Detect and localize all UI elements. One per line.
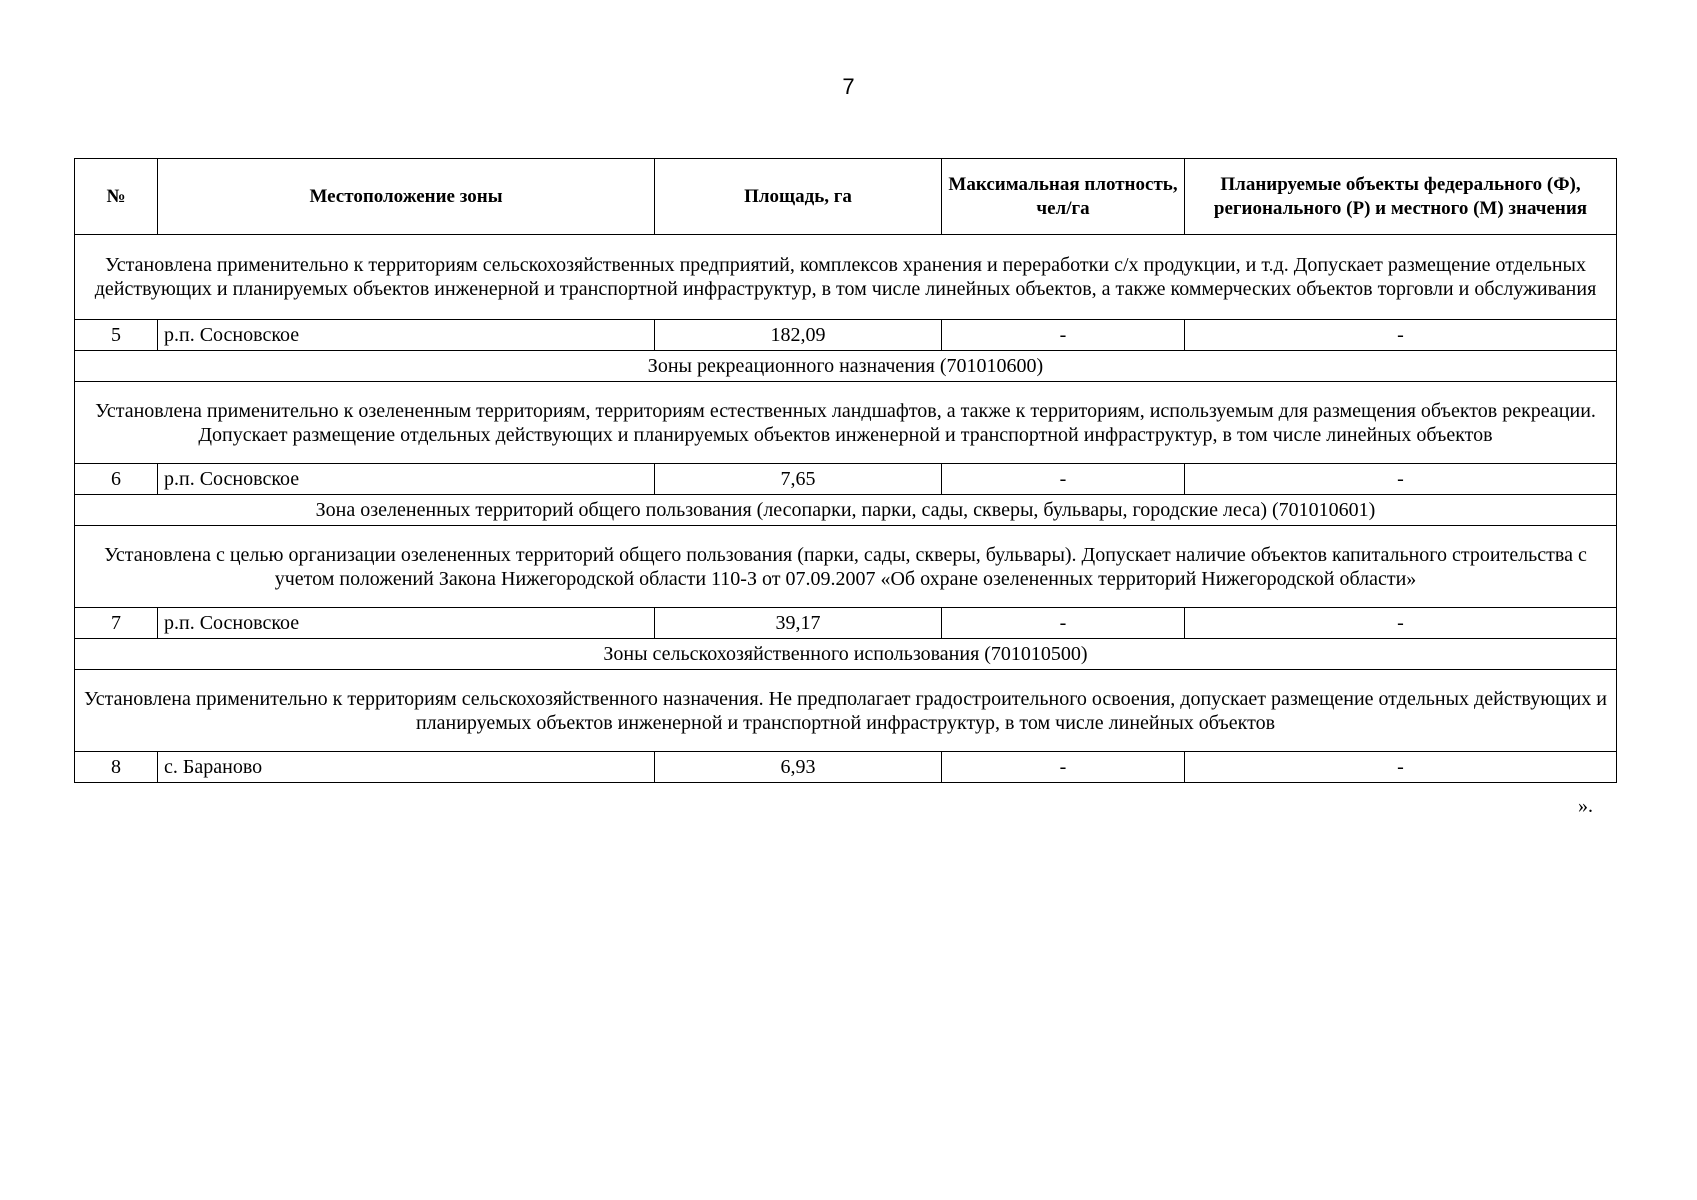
header-density: Максимальная плотность, чел/га — [942, 159, 1185, 235]
zone-title-row — [75, 495, 1617, 526]
zone-title-row — [75, 351, 1617, 382]
zone-description: Установлена применительно к территориям сельскохозяйственных предприятий, комплексов хранения и переработки с/х продукции, и т.д. Допускает размещение отдельных действующих и планируемых объектов инженерной и транспортной инфраструктур, в том числе линейных объектов, а также коммерческих объектов торговли и обслуживания — [75, 235, 1617, 320]
zone-description: Установлена применительно к озелененным территориям, территориям естественных ландшафтов, а также к территориям, используемым для размещения объектов рекреации. Допускает размещение отдельных действующих и планируемых объектов инженерной и транспортной инфраструктур, в том числе линейных объектов — [75, 382, 1617, 464]
page-number: 7 — [842, 74, 855, 99]
header-number: № — [75, 159, 158, 235]
row-area: 182,09 — [655, 320, 942, 351]
header-area: Площадь, га — [655, 159, 942, 235]
row-area: 7,65 — [655, 464, 942, 495]
zone-title: Зона озелененных территорий общего пользования (лесопарки, парки, сады, скверы, бульвары, городские леса) (701010601) — [75, 495, 1617, 526]
row-location: р.п. Сосновское — [158, 464, 655, 495]
closing-quote-mark: ». — [1578, 795, 1593, 817]
row-number: 8 — [75, 752, 158, 783]
zone-title: Зоны сельскохозяйственного использования (701010500) — [75, 639, 1617, 670]
description-row — [75, 526, 1617, 608]
row-density: - — [942, 608, 1185, 639]
zone-title: Зоны рекреационного назначения (701010600) — [75, 351, 1617, 382]
description-row — [75, 235, 1617, 320]
zones-table — [74, 158, 1617, 783]
row-density: - — [942, 752, 1185, 783]
row-planned-objects: - — [1185, 608, 1617, 639]
table-row — [75, 752, 1617, 783]
table-row — [75, 608, 1617, 639]
row-planned-objects: - — [1185, 752, 1617, 783]
row-area: 6,93 — [655, 752, 942, 783]
header-location: Местоположение зоны — [158, 159, 655, 235]
row-number: 7 — [75, 608, 158, 639]
row-location: р.п. Сосновское — [158, 608, 655, 639]
header-planned-objects: Планируемые объекты федерального (Ф), регионального (Р) и местного (М) значения — [1185, 159, 1617, 235]
table-row — [75, 464, 1617, 495]
zone-title-row — [75, 639, 1617, 670]
zone-description: Установлена применительно к территориям сельскохозяйственного назначения. Не предполагает градостроительного освоения, допускает размещение отдельных действующих и планируемых объектов инженерной и транспортной инфраструктур, в том числе линейных объектов — [75, 670, 1617, 752]
row-area: 39,17 — [655, 608, 942, 639]
row-density: - — [942, 320, 1185, 351]
row-number: 6 — [75, 464, 158, 495]
row-number: 5 — [75, 320, 158, 351]
row-density: - — [942, 464, 1185, 495]
zone-description: Установлена с целью организации озелененных территорий общего пользования (парки, сады, скверы, бульвары). Допускает наличие объектов капитального строительства с учетом положений Закона Нижегородской области 110-З от 07.09.2007 «Об охране озелененных территорий Нижегородской области» — [75, 526, 1617, 608]
row-planned-objects: - — [1185, 464, 1617, 495]
description-row — [75, 382, 1617, 464]
row-planned-objects: - — [1185, 320, 1617, 351]
row-location: с. Бараново — [158, 752, 655, 783]
row-location: р.п. Сосновское — [158, 320, 655, 351]
table-header-row — [75, 159, 1617, 235]
description-row — [75, 670, 1617, 752]
table-row — [75, 320, 1617, 351]
